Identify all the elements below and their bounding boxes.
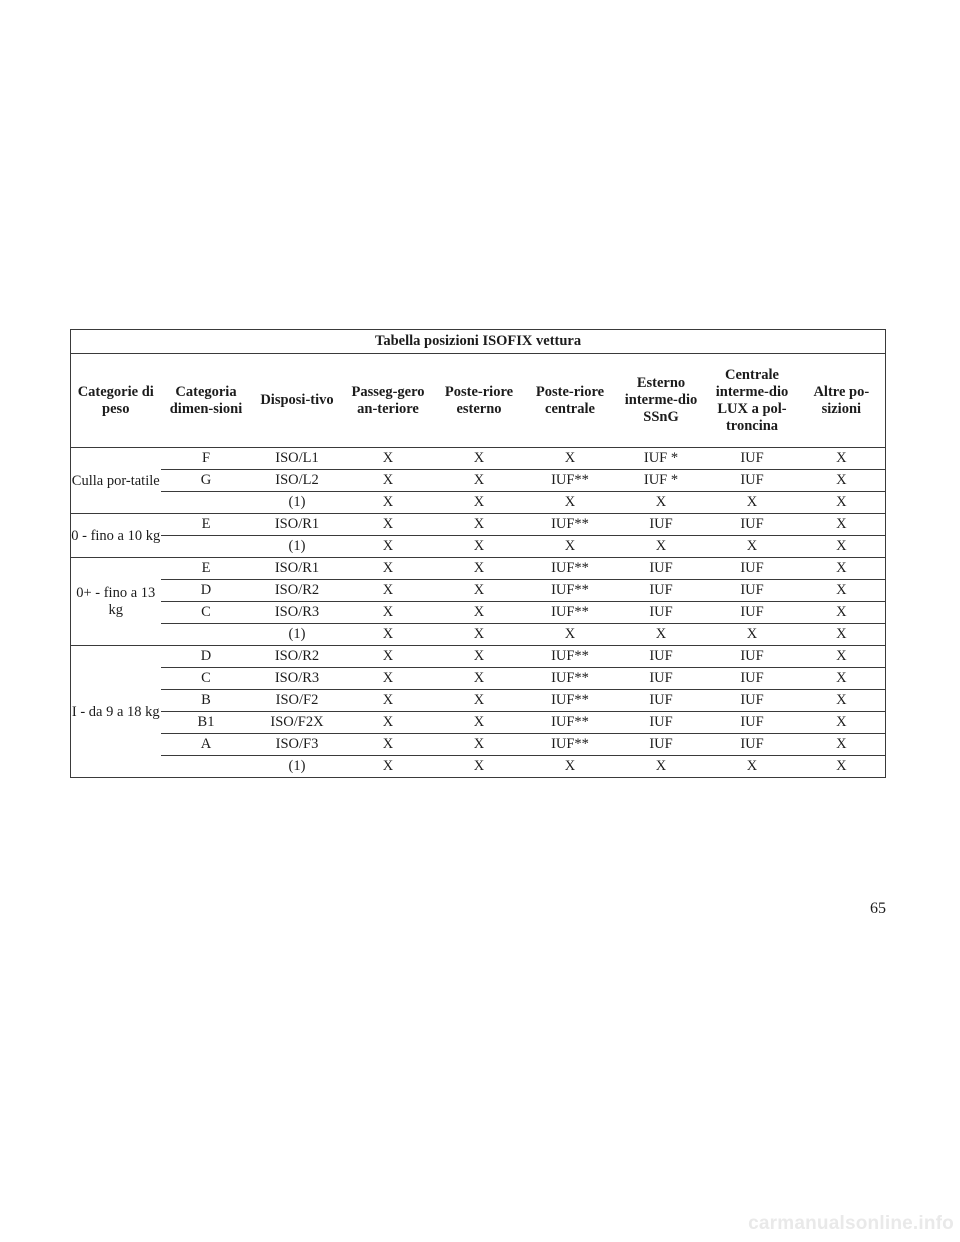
table-cell: IUF: [707, 602, 798, 624]
table-cell: IUF**: [525, 734, 616, 756]
table-cell: IUF: [707, 734, 798, 756]
table-cell: IUF: [616, 558, 707, 580]
table-cell: ISO/R1: [252, 558, 343, 580]
weight-category-cell: 0 - fino a 10 kg: [71, 514, 161, 558]
table-cell: IUF: [616, 580, 707, 602]
table-cell: IUF: [616, 734, 707, 756]
table-cell: ISO/F2X: [252, 712, 343, 734]
table-cell: ISO/R2: [252, 580, 343, 602]
table-cell: X: [434, 624, 525, 646]
table-cell: IUF**: [525, 580, 616, 602]
table-cell: X: [616, 756, 707, 778]
table-cell: (1): [252, 492, 343, 514]
table-row: [71, 756, 886, 778]
table-cell: X: [343, 646, 434, 668]
table-row: [71, 646, 886, 668]
table-cell: X: [798, 602, 886, 624]
weight-category-cell: 0+ - fino a 13 kg: [71, 558, 161, 646]
table-cell: ISO/L1: [252, 448, 343, 470]
table-cell: X: [434, 580, 525, 602]
table-cell: X: [798, 646, 886, 668]
weight-category-cell: Culla por-tatile: [71, 448, 161, 514]
table-cell: IUF**: [525, 558, 616, 580]
table-cell: X: [616, 536, 707, 558]
table-cell: E: [161, 558, 252, 580]
table-cell: X: [798, 734, 886, 756]
table-cell: IUF**: [525, 470, 616, 492]
table-title: Tabella posizioni ISOFIX vettura: [71, 330, 886, 354]
table-cell: IUF**: [525, 668, 616, 690]
header-row: [71, 354, 886, 448]
table-cell: X: [525, 536, 616, 558]
header-middle-center-lux: Centrale interme-dio LUX a pol-troncina: [707, 354, 798, 448]
table-row: [71, 690, 886, 712]
table-cell: [161, 624, 252, 646]
table-cell: X: [343, 470, 434, 492]
table-cell: IUF: [707, 712, 798, 734]
header-front-passenger: Passeg-gero an-teriore: [343, 354, 434, 448]
table-cell: X: [525, 492, 616, 514]
isofix-positions-table: [70, 329, 886, 778]
header-rear-outboard: Poste-riore esterno: [434, 354, 525, 448]
table-cell: X: [434, 734, 525, 756]
header-weight-category: Categorie di peso: [71, 354, 161, 448]
table-cell: IUF: [616, 668, 707, 690]
watermark-text: carmanualsonline.info: [748, 1213, 954, 1234]
header-other-positions: Altre po-sizioni: [798, 354, 886, 448]
table-cell: IUF: [707, 668, 798, 690]
table-cell: X: [707, 492, 798, 514]
table-cell: X: [434, 602, 525, 624]
table-cell: X: [434, 492, 525, 514]
table-cell: X: [798, 492, 886, 514]
header-middle-outboard-ssng: Esterno interme-dio SSnG: [616, 354, 707, 448]
table-cell: IUF**: [525, 514, 616, 536]
table-cell: X: [434, 558, 525, 580]
table-cell: X: [434, 668, 525, 690]
table-row: [71, 536, 886, 558]
table-cell: X: [343, 624, 434, 646]
table-row: [71, 580, 886, 602]
table-cell: X: [798, 668, 886, 690]
table-cell: X: [525, 448, 616, 470]
table-cell: IUF**: [525, 646, 616, 668]
table-cell: ISO/F3: [252, 734, 343, 756]
table-cell: ISO/R1: [252, 514, 343, 536]
table-cell: X: [343, 602, 434, 624]
table-cell: X: [798, 712, 886, 734]
table-cell: X: [707, 624, 798, 646]
table-row: [71, 558, 886, 580]
table-row: [71, 470, 886, 492]
table-cell: X: [434, 448, 525, 470]
table-cell: IUF *: [616, 470, 707, 492]
table-cell: X: [343, 536, 434, 558]
table-cell: IUF: [707, 690, 798, 712]
table-cell: D: [161, 580, 252, 602]
table-cell: ISO/F2: [252, 690, 343, 712]
table-cell: ISO/R2: [252, 646, 343, 668]
table-cell: X: [434, 690, 525, 712]
table-cell: A: [161, 734, 252, 756]
table-cell: X: [798, 624, 886, 646]
page-number: 65: [870, 900, 886, 917]
weight-category-cell: I - da 9 a 18 kg: [71, 646, 161, 778]
table-cell: X: [343, 492, 434, 514]
table-cell: X: [798, 470, 886, 492]
table-cell: IUF: [707, 580, 798, 602]
table-cell: X: [798, 448, 886, 470]
table-cell: X: [343, 580, 434, 602]
table-row: [71, 668, 886, 690]
table-cell: X: [707, 756, 798, 778]
table-cell: IUF: [616, 514, 707, 536]
table-cell: X: [525, 756, 616, 778]
table-cell: ISO/L2: [252, 470, 343, 492]
table-cell: X: [616, 624, 707, 646]
table-cell: IUF: [707, 448, 798, 470]
table-cell: IUF: [616, 690, 707, 712]
table-cell: X: [343, 712, 434, 734]
table-cell: X: [798, 514, 886, 536]
table-cell: IUF: [707, 470, 798, 492]
table-row: [71, 712, 886, 734]
table-cell: X: [343, 558, 434, 580]
table-cell: X: [434, 536, 525, 558]
table-cell: D: [161, 646, 252, 668]
table-cell: IUF: [616, 646, 707, 668]
table-cell: X: [798, 536, 886, 558]
table-cell: IUF: [707, 646, 798, 668]
header-device: Disposi-tivo: [252, 354, 343, 448]
table-row: [71, 448, 886, 470]
table-cell: IUF *: [616, 448, 707, 470]
table-cell: X: [434, 756, 525, 778]
table-cell: ISO/R3: [252, 668, 343, 690]
table-cell: X: [798, 756, 886, 778]
table-cell: IUF**: [525, 602, 616, 624]
table-cell: C: [161, 602, 252, 624]
table-cell: X: [343, 514, 434, 536]
table-cell: X: [616, 492, 707, 514]
table-cell: F: [161, 448, 252, 470]
table-cell: IUF: [707, 558, 798, 580]
table-cell: C: [161, 668, 252, 690]
table-cell: IUF**: [525, 712, 616, 734]
table-cell: IUF: [616, 712, 707, 734]
table-cell: [161, 492, 252, 514]
table-cell: X: [434, 470, 525, 492]
table-cell: X: [525, 624, 616, 646]
table-row: [71, 492, 886, 514]
table-cell: X: [343, 690, 434, 712]
table-cell: (1): [252, 756, 343, 778]
table-cell: E: [161, 514, 252, 536]
table-cell: X: [798, 690, 886, 712]
table-cell: [161, 756, 252, 778]
table-cell: X: [434, 646, 525, 668]
table-cell: (1): [252, 536, 343, 558]
table-cell: (1): [252, 624, 343, 646]
table-cell: X: [798, 558, 886, 580]
table-cell: X: [343, 448, 434, 470]
table-cell: ISO/R3: [252, 602, 343, 624]
table-cell: X: [343, 756, 434, 778]
table-cell: [161, 536, 252, 558]
table-cell: X: [434, 712, 525, 734]
table-row: [71, 624, 886, 646]
table-body: [71, 448, 886, 778]
table-cell: X: [707, 536, 798, 558]
table-cell: IUF**: [525, 690, 616, 712]
table-cell: B1: [161, 712, 252, 734]
table-cell: X: [434, 514, 525, 536]
header-size-category: Categoria dimen-sioni: [161, 354, 252, 448]
table-cell: X: [343, 668, 434, 690]
table-cell: G: [161, 470, 252, 492]
table-cell: X: [343, 734, 434, 756]
table-row: [71, 602, 886, 624]
table-cell: B: [161, 690, 252, 712]
table-cell: IUF: [616, 602, 707, 624]
table-cell: IUF: [707, 514, 798, 536]
table-cell: X: [798, 580, 886, 602]
table-row: [71, 514, 886, 536]
header-rear-center: Poste-riore centrale: [525, 354, 616, 448]
table-row: [71, 734, 886, 756]
